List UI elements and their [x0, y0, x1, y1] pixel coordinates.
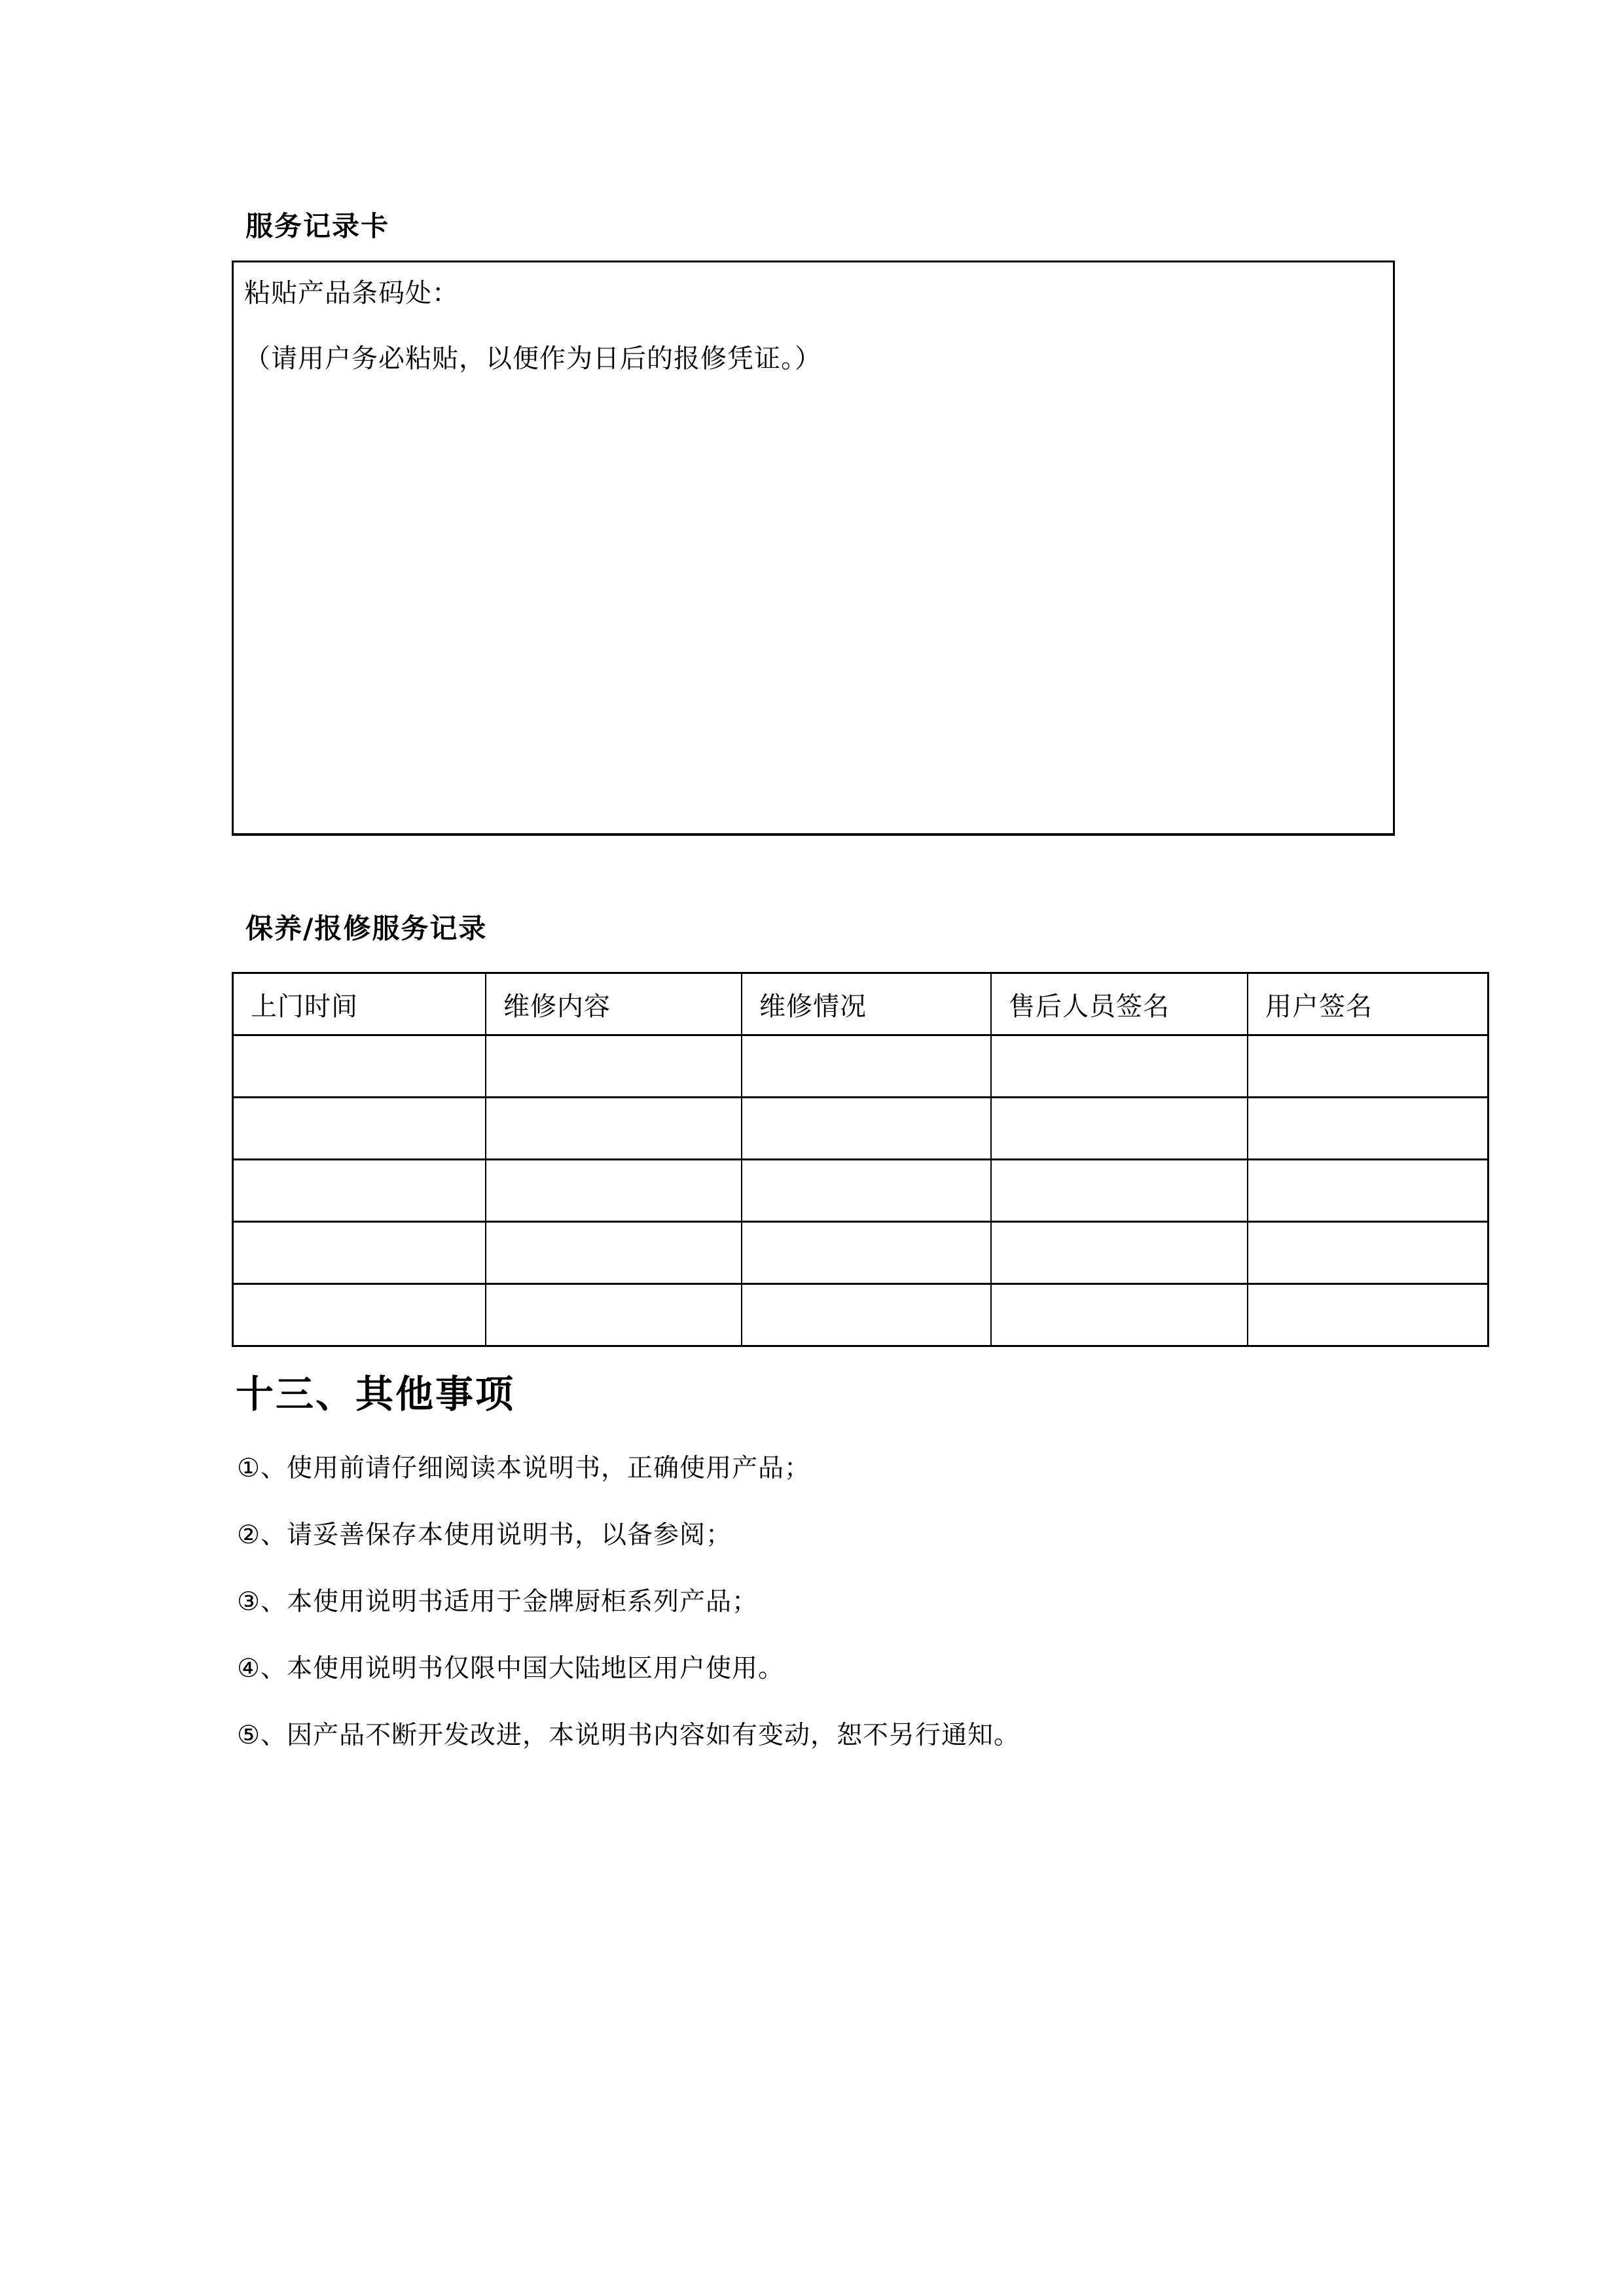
- table-cell: [742, 1035, 991, 1098]
- table-row: [233, 1035, 1489, 1098]
- table-cell: [486, 1160, 742, 1222]
- table-cell: [486, 1098, 742, 1160]
- table-cell: [1248, 1160, 1489, 1222]
- other-matters-item: ①、使用前请仔细阅读本说明书，正确使用产品；: [237, 1454, 810, 1483]
- table-cell: [742, 1098, 991, 1160]
- column-header-visit-time: 上门时间: [233, 973, 486, 1035]
- table-cell: [991, 1222, 1248, 1284]
- table-cell: [233, 1160, 486, 1222]
- other-matters-item: ③、本使用说明书适用于金牌厨柜系列产品；: [237, 1587, 758, 1617]
- table-header-row: [233, 973, 1489, 1035]
- table-cell: [486, 1035, 742, 1098]
- table-cell: [742, 1160, 991, 1222]
- other-matters-heading: 十三、其他事项: [236, 1372, 516, 1416]
- table-cell: [486, 1284, 742, 1346]
- table-cell: [1248, 1098, 1489, 1160]
- table-row: [233, 1284, 1489, 1346]
- table-cell: [991, 1035, 1248, 1098]
- table-cell: [1248, 1222, 1489, 1284]
- other-matters-item: ④、本使用说明书仅限中国大陆地区用户使用。: [237, 1654, 784, 1683]
- column-header-repair-content: 维修内容: [486, 973, 742, 1035]
- table-row: [233, 1222, 1489, 1284]
- other-matters-item: ⑤、因产品不断开发改进，本说明书内容如有变动，恕不另行通知。: [237, 1721, 1020, 1750]
- column-header-repair-status: 维修情况: [742, 973, 991, 1035]
- table-cell: [742, 1222, 991, 1284]
- table-row: [233, 1160, 1489, 1222]
- column-header-staff-signature: 售后人员签名: [991, 973, 1248, 1035]
- service-card-title: 服务记录卡: [245, 210, 390, 242]
- table-cell: [742, 1284, 991, 1346]
- other-matters-list: [237, 1449, 1020, 1783]
- table-cell: [233, 1222, 486, 1284]
- table-cell: [486, 1222, 742, 1284]
- table-cell: [1248, 1284, 1489, 1346]
- other-matters-item: ②、请妥善保存本使用说明书，以备参阅；: [237, 1520, 732, 1550]
- table-cell: [233, 1098, 486, 1160]
- table-cell: [233, 1284, 486, 1346]
- column-header-user-signature: 用户签名: [1248, 973, 1489, 1035]
- barcode-box: [232, 260, 1395, 836]
- table-row: [233, 1098, 1489, 1160]
- service-log-table: [232, 972, 1489, 1347]
- barcode-note: （请用户务必粘贴，以便作为日后的报修凭证。）: [244, 344, 821, 374]
- service-log-title: 保养/报修服务记录: [245, 912, 488, 944]
- table-cell: [1248, 1035, 1489, 1098]
- table-cell: [991, 1098, 1248, 1160]
- barcode-label: 粘贴产品条码处：: [244, 278, 459, 308]
- table-cell: [991, 1284, 1248, 1346]
- table-cell: [233, 1035, 486, 1098]
- table-cell: [991, 1160, 1248, 1222]
